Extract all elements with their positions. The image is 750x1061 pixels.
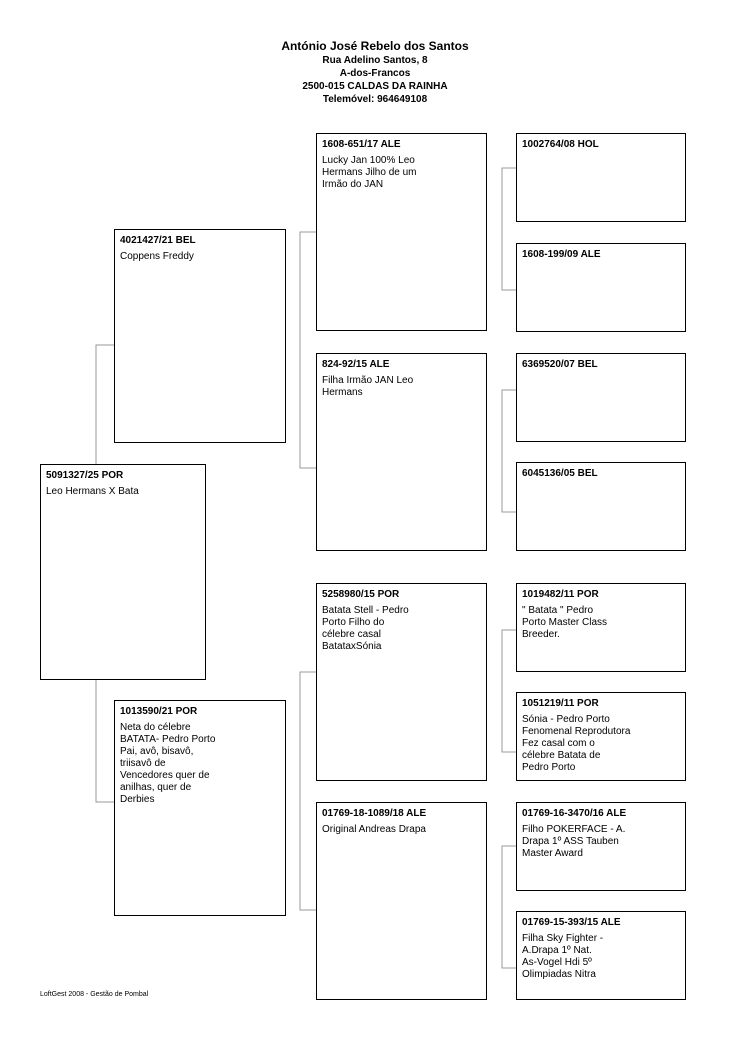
pigeon-description: Leo Hermans X Bata <box>46 486 139 497</box>
pigeon-subject <box>40 464 206 680</box>
owner-postal: 2500-015 CALDAS DA RAINHA <box>302 81 448 92</box>
ring-number: 1002764/08 HOL <box>522 139 599 150</box>
pigeon-great-grandparent-4 <box>516 462 686 551</box>
ring-number: 1608-199/09 ALE <box>522 249 601 260</box>
ring-number: 1051219/11 POR <box>522 698 599 709</box>
ring-number: 1019482/11 POR <box>522 589 599 600</box>
pigeon-description: Neta do célebre BATATA- Pedro Porto Pai, avô, bisavô, triisavô de Vencedores quer de anilhas, quer de Derbies <box>120 722 216 805</box>
footer-credit: LoftGest 2008 - Gestão de Pombal <box>40 991 149 998</box>
pigeon-sire <box>114 229 286 443</box>
pigeon-description: Filha Irmão JAN Leo Hermans <box>322 375 414 398</box>
pigeon-great-grandparent-3 <box>516 353 686 442</box>
pigeon-dam <box>114 700 286 916</box>
owner-locality: A-dos-Francos <box>339 68 411 79</box>
pigeon-great-grandparent-6 <box>516 692 686 781</box>
pigeon-sire-sire <box>316 133 487 331</box>
pigeon-great-grandparent-7 <box>516 802 686 891</box>
ring-number: 01769-15-393/15 ALE <box>522 917 621 928</box>
pigeon-description: Filho POKERFACE - A. Drapa 1º ASS Tauben Master Award <box>522 824 626 859</box>
pigeon-dam-sire <box>316 583 487 781</box>
pigeon-description: " Batata " Pedro Porto Master Class Breeder. <box>522 605 608 640</box>
pigeon-dam-dam <box>316 802 487 1000</box>
pigeon-description: Lucky Jan 100% Leo Hermans Jilho de um Irmão do JAN <box>322 155 417 190</box>
ring-number: 01769-16-3470/16 ALE <box>522 808 627 819</box>
pigeon-description: Filha Sky Fighter - A.Drapa 1º Nat. As-Vogel Hdi 5º Olimpiadas Nitra <box>522 933 604 980</box>
owner-phone: Telemóvel: 964649108 <box>322 94 428 105</box>
ring-number: 4021427/21 BEL <box>120 235 196 246</box>
pigeon-sire-dam <box>316 353 487 551</box>
owner-name: António José Rebelo dos Santos <box>281 39 469 53</box>
pigeon-great-grandparent-1 <box>516 133 686 222</box>
pigeon-great-grandparent-8 <box>516 911 686 1000</box>
pigeon-great-grandparent-2 <box>516 243 686 332</box>
pigeon-description: Coppens Freddy <box>120 251 194 262</box>
ring-number: 01769-18-1089/18 ALE <box>322 808 427 819</box>
owner-street: Rua Adelino Santos, 8 <box>322 55 428 66</box>
pigeon-description: Sónia - Pedro Porto Fenomenal Reprodutora Fez casal com o célebre Batata de Pedro Porto <box>522 714 631 773</box>
pigeon-description: Batata Stell - Pedro Porto Filho do célebre casal BatataxSónia <box>322 605 409 652</box>
ring-number: 5258980/15 POR <box>322 589 400 600</box>
ring-number: 824-92/15 ALE <box>322 359 390 370</box>
ring-number: 6369520/07 BEL <box>522 359 598 370</box>
ring-number: 1013590/21 POR <box>120 706 198 717</box>
pigeon-great-grandparent-5 <box>516 583 686 672</box>
pigeon-description: Original Andreas Drapa <box>322 824 426 835</box>
ring-number: 5091327/25 POR <box>46 470 124 481</box>
ring-number: 1608-651/17 ALE <box>322 139 401 150</box>
ring-number: 6045136/05 BEL <box>522 468 598 479</box>
